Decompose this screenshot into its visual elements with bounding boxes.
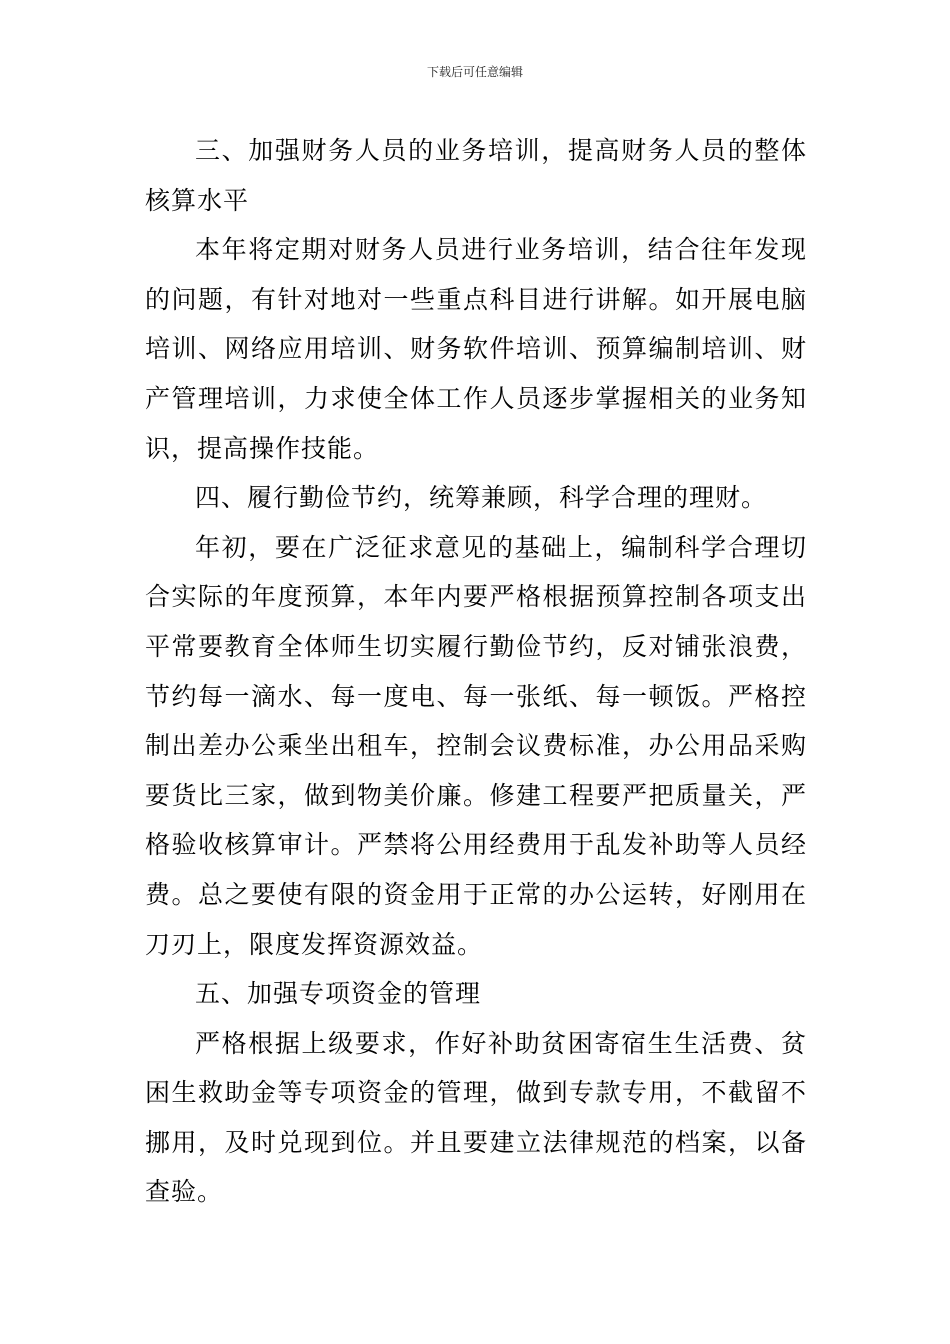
- paragraph-special-funds: 严格根据上级要求，作好补助贫困寄宿生生活费、贫困生救助金等专项资金的管理，做到专款专用，不截留不挪用，及时兑现到位。并且要建立法律规范的档案，以备查验。: [145, 1028, 807, 1207]
- section-heading-5: 五、加强专项资金的管理: [195, 979, 482, 1009]
- paragraph-budget: 年初，要在广泛征求意见的基础上，编制科学合理切合实际的年度预算，本年内要严格根据预算控制各项支出平常要教育全体师生切实履行勤俭节约，反对铺张浪费，节约每一滴水、每一度电、每一张纸、每一顿饭。严格控制出差办公乘坐出租车，控制会议费标准，办公用品采购要货比三家，做到物美价廉。修建工程要严把质量关，严格验收核算审计。严禁将公用经费用于乱发补助等人员经费。总之要使有限的资金用于正常的办公运转，好刚用在刀刃上，限度发挥资源效益。: [145, 532, 807, 959]
- page-header-note: 下载后可任意编辑: [426, 65, 523, 79]
- document-body: [145, 126, 807, 1217]
- paragraph-training: 本年将定期对财务人员进行业务培训，结合往年发现的问题，有针对地对一些重点科目进行讲解。如开展电脑培训、网络应用培训、财务软件培训、预算编制培训、财产管理培训，力求使全体工作人员逐步掌握相关的业务知识，提高操作技能。: [145, 235, 807, 463]
- section-heading-4: 四、履行勤俭节约，统筹兼顾，科学合理的理财。: [195, 483, 768, 513]
- section-heading-3: 三、加强财务人员的业务培训，提高财务人员的整体核算水平: [145, 136, 807, 215]
